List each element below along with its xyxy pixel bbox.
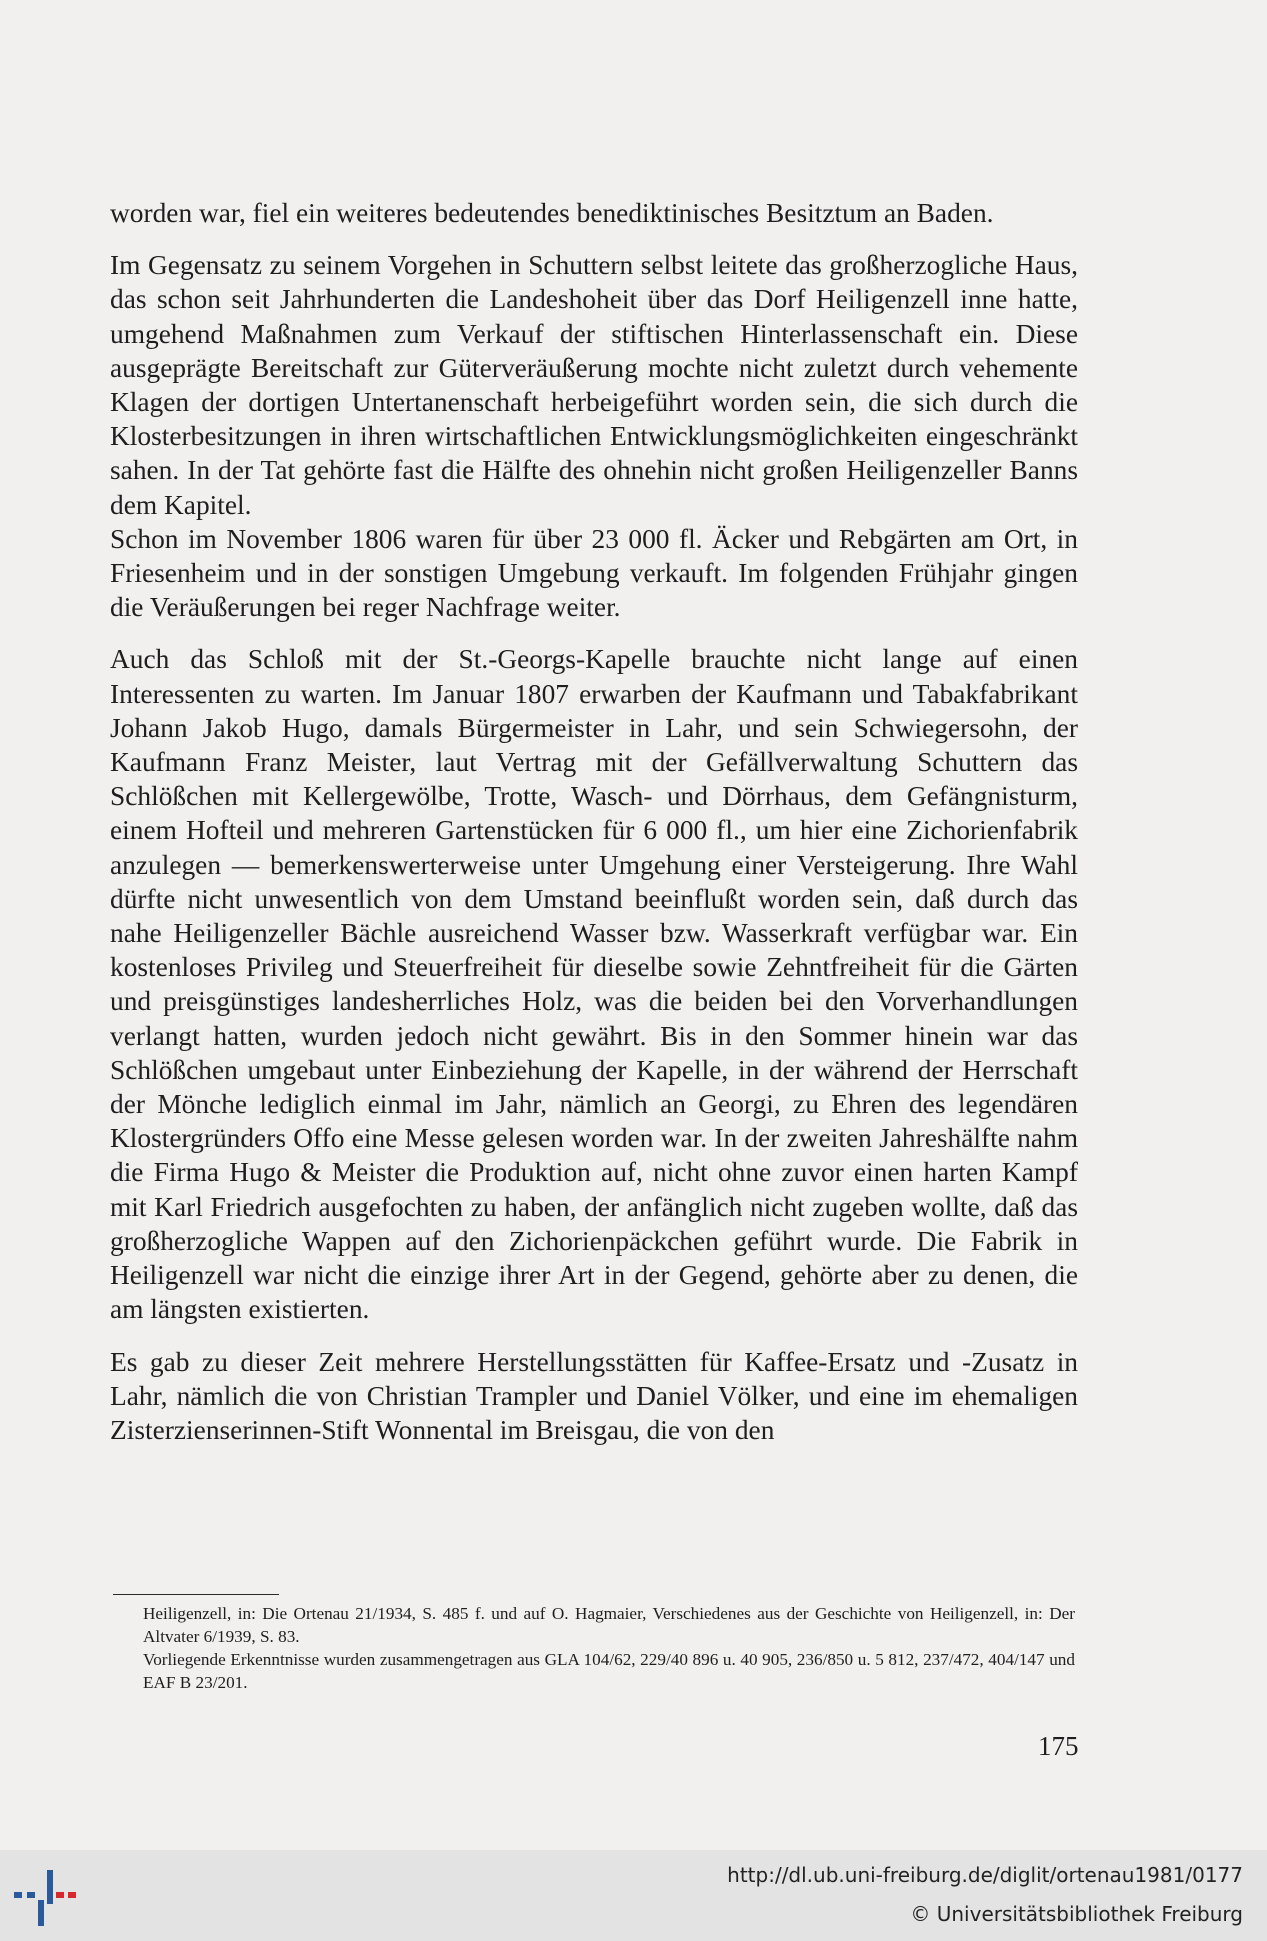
footnotes <box>143 1602 1075 1694</box>
footnote-1: Heiligenzell, in: Die Ortenau 21/1934, S. 485 f. und auf O. Hagmaier, Verschiedenes aus der Geschichte von Heiligenzell, in: Der Altvater 6/1939, S. 83. <box>143 1604 1075 1646</box>
paragraph-2: Im Gegensatz zu seinem Vorgehen in Schuttern selbst leitete das großherzogliche Haus, das schon seit Jahrhunderten die Landeshoheit über das Dorf Heiligenzell inne hatte, umgehend Maßnahmen zum Verkauf der stiftischen Hinterlassenschaft ein. Diese ausgeprägte Bereitschaft zur Güterveräußerung mochte nicht zuletzt durch vehemente Klagen der dortigen Untertanenschaft herbeigeführt worden sein, die sich durch die Klosterbesitzungen in ihren wirtschaftlichen Entwicklungsmöglichkeiten eingeschränkt sahen. In der Tat gehörte fast die Hälfte des ohnehin nicht großen Heiligenzeller Banns dem Kapitel. <box>110 250 1078 520</box>
source-url-link[interactable]: http://dl.ub.uni-freiburg.de/diglit/ortenau1981/0177 <box>727 1863 1243 1887</box>
copyright-notice: © Universitätsbibliothek Freiburg <box>910 1902 1243 1926</box>
footer-bar <box>0 1850 1267 1941</box>
paragraph-3: Schon im November 1806 waren für über 23 000 fl. Äcker und Rebgärten am Ort, in Friesenheim und in der sonstigen Umgebung verkauft. Im folgenden Frühjahr gingen die Veräußerungen bei reger Nachfrage weiter. <box>110 523 1078 623</box>
body-text <box>110 196 1078 1447</box>
ub-freiburg-logo-icon <box>14 1870 76 1926</box>
footnote-2: Vorliegende Erkenntnisse wurden zusammengetragen aus GLA 104/62, 229/40 896 u. 40 905, 236/850 u. 5 812, 237/472, 404/147 und EAF B 23/201. <box>143 1650 1075 1692</box>
paragraph-4: Auch das Schloß mit der St.-Georgs-Kapelle brauchte nicht lange auf einen Interessenten zu warten. Im Januar 1807 erwarben der Kaufmann und Tabakfabrikant Johann Jakob Hugo, damals Bürgermeister in Lahr, und sein Schwiegersohn, der Kaufmann Franz Meister, laut Vertrag mit der Gefällverwaltung Schuttern das Schlößchen mit Kellergewölbe, Trotte, Wasch- und Dörrhaus, dem Gefängnisturm, einem Hofteil und mehreren Gartenstücken für 6 000 fl., um hier eine Zichorienfabrik anzulegen — bemerkenswerterweise unter Umgehung einer Versteigerung. Ihre Wahl dürfte nicht unwesentlich von dem Umstand beeinflußt worden sein, daß durch das nahe Heiligenzeller Bächle ausreichend Wasser bzw. Wasserkraft verfügbar war. Ein kostenloses Privileg und Steuerfreiheit für dieselbe sowie Zehntfreiheit für die Gärten und preisgünstiges landesherrliches Holz, was die beiden bei den Vorverhandlungen verlangt hatten, wurden jedoch nicht gewährt. Bis in den Sommer hinein war das Schlößchen umgebaut unter Einbeziehung der Kapelle, in der während der Herrschaft der Mönche lediglich einmal im Jahr, nämlich an Georgi, zu Ehren des legendären Klostergründers Offo eine Messe gelesen worden war. In der zweiten Jahreshälfte nahm die Firma Hugo & Meister die Produktion auf, nicht ohne zuvor einen harten Kampf mit Karl Friedrich ausgefochten zu haben, der anfänglich nicht zugeben wollte, daß das großherzogliche Wappen auf den Zichorienpäckchen geführt wurde. Die Fabrik in Heiligenzell war nicht die einzige ihrer Art in der Gegend, gehörte aber zu denen, die am längsten existierten. <box>110 644 1078 1325</box>
footnote-divider <box>113 1594 279 1595</box>
paragraph-1: worden war, fiel ein weiteres bedeutendes benediktinisches Besitztum an Baden. <box>110 198 994 228</box>
page-number: 175 <box>1038 1731 1079 1761</box>
paragraph-5: Es gab zu dieser Zeit mehrere Herstellungsstätten für Kaffee-Ersatz und -Zusatz in Lahr, nämlich die von Christian Trampler und Daniel Völker, und eine im ehemaligen Zisterzienserinnen-Stift Wonnental im Breisgau, die von den <box>110 1346 1078 1445</box>
